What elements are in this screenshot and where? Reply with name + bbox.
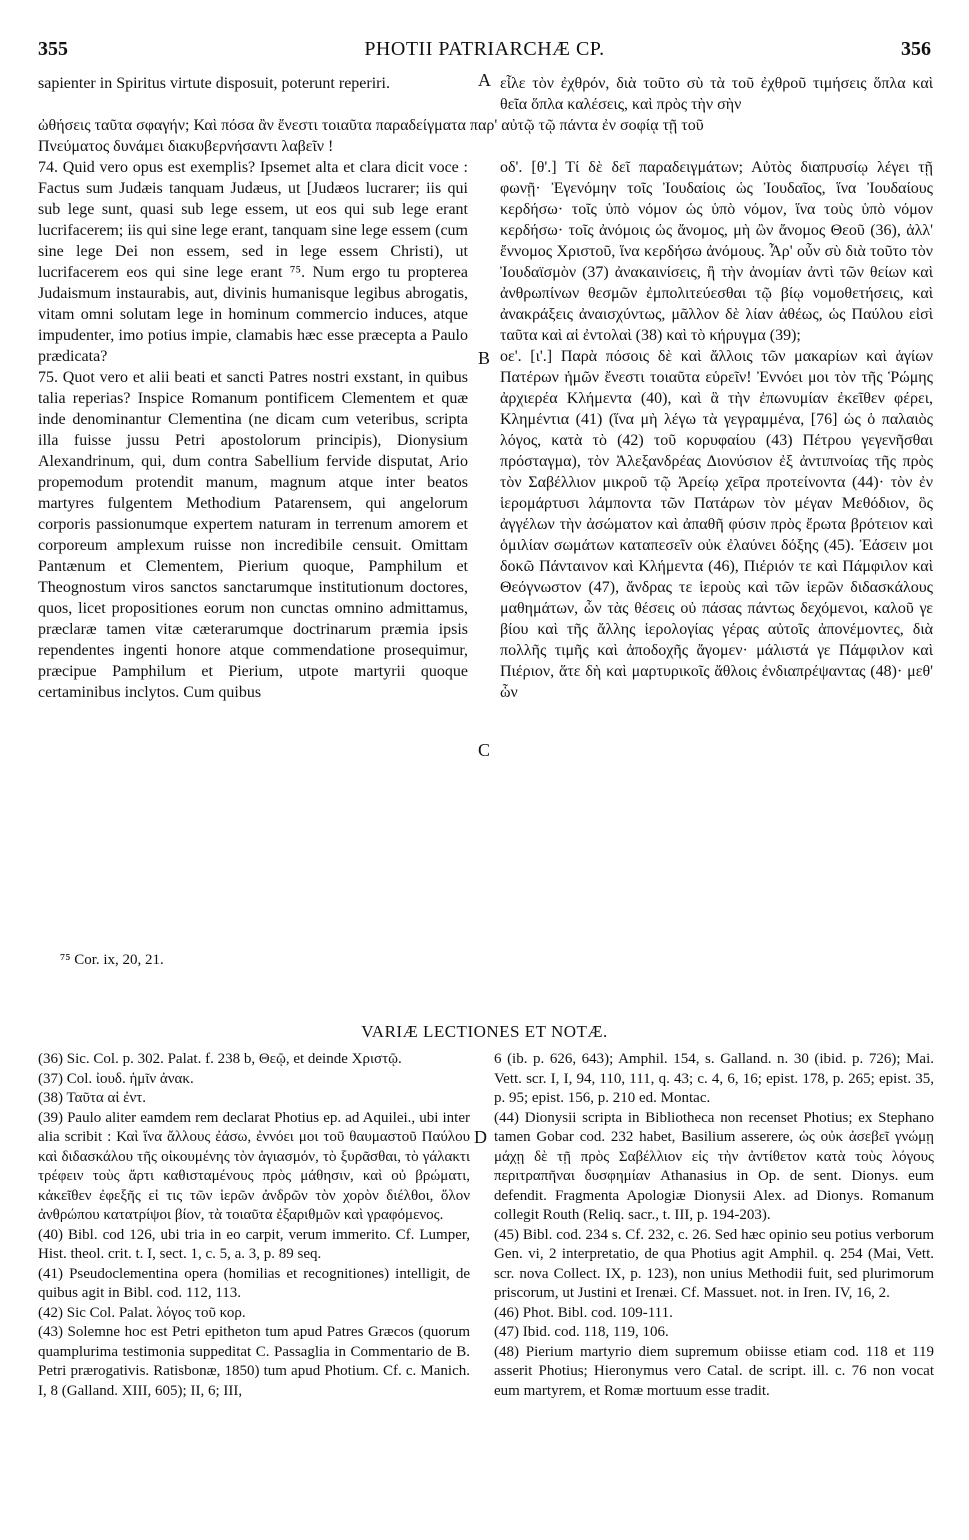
notes-left-column xyxy=(38,1050,470,1401)
margin-letter-d: D xyxy=(474,1127,487,1147)
page-header xyxy=(38,38,931,62)
note-47: (47) Ibid. cod. 118, 119, 106. xyxy=(494,1324,669,1340)
note-43: (43) Solemne hoc est Petri epitheton tum apud Patres Græcos (quorum quamplurima testimonia suppeditat C. Passaglia in Commentario de B. Petri prærogativis. Ratisbonæ, 1850) tum apud Photium. Cf. c. Manich. I, 8 (Galland. XIII, 605); II, 6; III, xyxy=(38,1324,470,1399)
note-37: (37) Col. ἰουδ. ἡμῖν ἀνακ. xyxy=(38,1070,194,1087)
note-44: (44) Dionysii scripta in Bibliotheca non recenset Photius; ex Stephano tamen Gobar cod. 232 habet, Basilium asserere, ὡς οὐκ ἀσεβεῖ γνώμῃ μάχῃ δὲ τῇ πρὸς Σαβέλλιον εἰς τὴν ἀντίθετον κατὰ τοὺς λόγους περιτραπῆναι δυσφημίαν Athanasius in Op. de sent. Dionys. eum defendit. Fragmenta Apologiæ Dionysii Alex. ad Dionys. Romanum collegit Routh (Reliq. sacr., t. III, p. 194-203). xyxy=(494,1109,934,1223)
greek-opening xyxy=(500,73,933,115)
right-page-number: 356 xyxy=(901,38,931,60)
greek-paragraph-74: οδ'. [θ'.] Τί δὲ δεῖ παραδειγμάτων; Αὐτὸς διαπρυσίῳ λέγει τῇ φωνῇ· Ἐγενόμην τοῖς Ἰουδαίοις ὡς Ἰουδαῖος, ἵνα Ἰουδαίους κερδήσω· τοῖς ὑπὸ νόμον ὡς ὑπὸ νόμον, ἵνα τοὺς ὑπὸ νόμον κερδήσω· τοῖς ἀνόμοις ὡς ἄνομος, μὴ ὢν ἄνομος Θεοῦ (36), ἀλλ' ἔννομος Χριστοῦ, ἵνα κερδήσω ἀνόμους. Ἆρ' οὖν σὺ διὰ τοῦτο τὸν Ἰουδαϊσμὸν (37) ἀνακαινίσεις, ἢ τὴν ἀνομίαν ἀντὶ τῶν θείων καὶ ἀνθρωπίνων θεσμῶν ἐμπολιτεύεσθαι τῷ βίῳ νομοθετήσεις, καὶ ἀνακράξεις ἀναισχύντως, μᾶλλον δὲ λίαν ἀθέως, ὡς Παύλου εἰσὶ ταῦτα καὶ αἱ ἐντολαὶ (38) καὶ τὸ κήρυγμα (39); xyxy=(500,159,933,344)
greek-span-line-1: ὠθήσεις ταῦτα σφαγήν; Καὶ πόσα ἂν ἔνεστι τοιαῦτα παραδείγματα παρ' αὐτῷ τῷ πάντα ἐν σοφίᾳ τῇ τοῦ xyxy=(38,117,704,134)
latin-footnote: ⁷⁵ Cor. ix, 20, 21. xyxy=(60,952,164,968)
greek-column xyxy=(500,157,933,703)
greek-paragraph-75: οε'. [ι'.] Παρὰ πόσοις δὲ καὶ ἄλλοις τῶν μακαρίων καὶ ἁγίων Πατέρων ἡμῶν ἔνεστι τοιαῦτα εὑρεῖν! Ἐννόει μοι τὸν τῆς Ῥώμης ἀρχιερέα Κλήμεντα (40), καὶ ἃ τὴν ἐπωνυμίαν ἐκεῖθεν φέρει, Κλημέντια (41) (ἵνα μὴ λέγω τὰ γεγραμμένα, [76] ὡς ὁ παλαιὸς λόγος, κατὰ τὸ (42) τοῦ κορυφαίου (43) Πέτρου γεγενῆσθαι πρόσταγμα), τὸν Ἀλεξανδρέας Διονύσιον ἐξ ἀντιπνοίας τῆς πρὸς τὸν Σαβέλλιον μικροῦ τῷ Ἀρείῳ χεῖρα προτείνοντα (44)· τὸν ἐν ἱερομάρτυσι λάμποντα τῶν Πατάρων τὸν μέγαν Μεθόδιον, ὃς ἀγγέλων τὴν ἀσώματον καὶ ἀπαθῆ φύσιν πρὸς ἔρωτα βρότειον καὶ ὁμιλίαν σωμάτων καταπεσεῖν οὐκ ἐλαύνει δόξης (45). Ἐάσειν μοι δοκῶ Πάνταινον καὶ Κλήμεντα (46), Πιέριόν τε καὶ Πάμφιλον καὶ Θεόγνωστον (47), ἄνδρας τε ἱεροὺς καὶ τῶν ἱερῶν διδασκάλους μαθημάτων, ὧν τὰς θέσεις οὐ πάσας πάντως δεχόμενοι, καλοῦ γε βίου καὶ τῆς ἄλλης ἱερολογίας γέρας αὐτοῖς ἀπονέμοντες, διὰ πολλῆς τιμῆς καὶ ἀποδοχῆς ἄγομεν· μάλιστά γε Πάμφιλον καὶ Πιέριον, ἅτε δὴ καὶ μαρτυρικοῖς ἄθλοις ἐνδιαπρέψαντας (48)· μεθ' ὧν xyxy=(500,348,933,701)
greek-span-line-2: Πνεύματος δυνάμει διακυβερνήσαντι λαβεῖν ! xyxy=(38,138,334,155)
running-title: PHOTII PATRIARCHÆ CP. xyxy=(364,38,605,60)
margin-letter-c: C xyxy=(478,740,491,760)
margin-letter-b: B xyxy=(478,348,491,368)
notes-heading: VARIÆ LECTIONES ET NOTÆ. xyxy=(361,1022,608,1041)
margin-letter-a: A xyxy=(478,70,491,90)
note-45: (45) Bibl. cod. 234 s. Cf. 232, c. 26. Sed hæc opinio seu potius verborum Gen. vi, 2 interpretatio, de qua Photius agit Amphil. q. 254 (Mai, Vett. scr. nova Collect. IX, p. 123), non unius Methodii fuit, sed plurimorum priscorum, ut Justini et Irenæi. Cf. Massuet. not. in Iren. IV, 16, 2. xyxy=(494,1226,934,1301)
left-page-number: 355 xyxy=(38,38,68,60)
note-36: (36) Sic. Col. p. 302. Palat. f. 238 b, Θεῷ, et deinde Χριστῷ. xyxy=(38,1051,402,1067)
latin-column xyxy=(38,157,468,703)
note-48: (48) Pierium martyrio diem supremum obiisse etiam cod. 118 et 119 asserit Photius; Hieronymus vero Catal. de script. ill. c. 76 non vocat eum martyrem, et Romæ mortuum esse tradit. xyxy=(494,1343,934,1399)
latin-opening-text: sapienter in Spiritus virtute disposuit, poterunt reperiri. xyxy=(38,75,390,92)
note-38: (38) Ταῦτα αἱ ἐντ. xyxy=(38,1090,147,1106)
greek-opening-text: εἶλε τὸν ἐχθρόν, διὰ τοῦτο σὺ τὰ τοῦ ἐχθροῦ τιμήσεις ὅπλα καὶ θεῖα ὅπλα καλέσεις, καὶ πρὸς τὴν σὴν xyxy=(500,75,933,113)
note-39: (39) Paulo aliter eamdem rem declarat Photius ep. ad Aquilei., ubi inter alia scribit : Καὶ ἵνα ἄλλους ἐάσω, ἐννόει μοι τοῦ θαυμαστοῦ Παύλου καὶ διδασκάλου τῆς οἰκουμένης τὸν ἁγιασμόν, τὸ ξυρᾶσθαι, τὸ γάλακτι τρέφειν τοὺς ἄρτι καθισταμένους πρὸς μάθησιν, καὶ οὐ βρώματι, κἀκεῖθεν ἐφεξῆς εἰ τις τῶν ἱερῶν ἀνδρῶν τὸν χορὸν διέλθοι, ὅλον ἀνθρώπου κατατρίψοι βίον, τὰ τοιαῦτα ἐξαριθμῶν καὶ γραφόμενος. xyxy=(38,1109,470,1223)
note-42: (42) Sic Col. Palat. λόγος τοῦ κορ. xyxy=(38,1304,246,1321)
note-43-continued: 6 (ib. p. 626, 643); Amphil. 154, s. Galland. n. 30 (ibid. p. 726); Mai. Vett. scr. I, I, 94, 110, 111, q. 43; c. 4, 6, 16; epist. 178, p. 265; epist. 35, p. 95; epist. 156, p. 210 ed. Montac. xyxy=(494,1051,934,1106)
note-41: (41) Pseudoclementina opera (homilias et recognitiones) intelligit, de quibus agit in Bibl. cod. 112, 113. xyxy=(38,1265,470,1301)
latin-paragraph-74: 74. Quid vero opus est exemplis? Ipsemet alta et clara dicit voce : Factus sum Judæis tanquam Judæus, ut [Judæos lucrarer; iis qui sub lege sunt, quasi sub lege essem, ut eos qui sub lege erant lucrifacerem; iis qui sine lege erant, tanquam sine lege essem (cum sine lege Dei non essem, sed in lege essem Christi), ut lucrifacerem eos qui sine lege erant ⁷⁵. Num ergo tu propterea Judaismum instaurabis, aut, divinis humanisque legibus abrogatis, vitam omni solutam lege in hominum commercio induces, atque impudenter, imo potius impie, clamabis hæc esse præcepta a Paulo prædicata? xyxy=(38,159,468,365)
latin-opening xyxy=(38,73,460,94)
note-40: (40) Bibl. cod 126, ubi tria in eo carpit, verum immerito. Cf. Lumper, Hist. theol. crit. t. I, sect. 1, c. 5, a. 3, p. 89 seq. xyxy=(38,1226,470,1262)
note-46: (46) Phot. Bibl. cod. 109-111. xyxy=(494,1304,673,1321)
latin-paragraph-75: 75. Quot vero et alii beati et sancti Patres nostri exstant, in quibus talia reperias? Inspice Romanum pontificem Clementem et quæ inde denominantur Clementina (ne dicam cum veteribus, scripta illa fuisse jussu Petri apostolorum principis), Dionysium Alexandrinum, qui, dum contra Sabellium fervide disputat, Ario propemodum protendit manum, magnum atque inter beatos martyres fulgentem Methodium Patarensem, qui angelorum corporis passionumque expertem naturam in terrenum amorem et corporeum amplexum ruisse non incredibile censuit. Omittam Pantænum et Clementem, Pierium quoque, Pamphilum et Theognostum viros sanctos sanctarumque institutionum doctores, quos, licet propositiones eorum non cunctas omnino admittamus, præclaræ tamen vitæ cæterarumque doctrinarum præmia ipsis rependentes ingenti honore atque commendatione prosequimur, præcipue Pamphilum et Pierium, utpote martyrii quoque certaminibus inclytos. Cum quibus xyxy=(38,369,468,701)
notes-right-column xyxy=(494,1050,934,1401)
